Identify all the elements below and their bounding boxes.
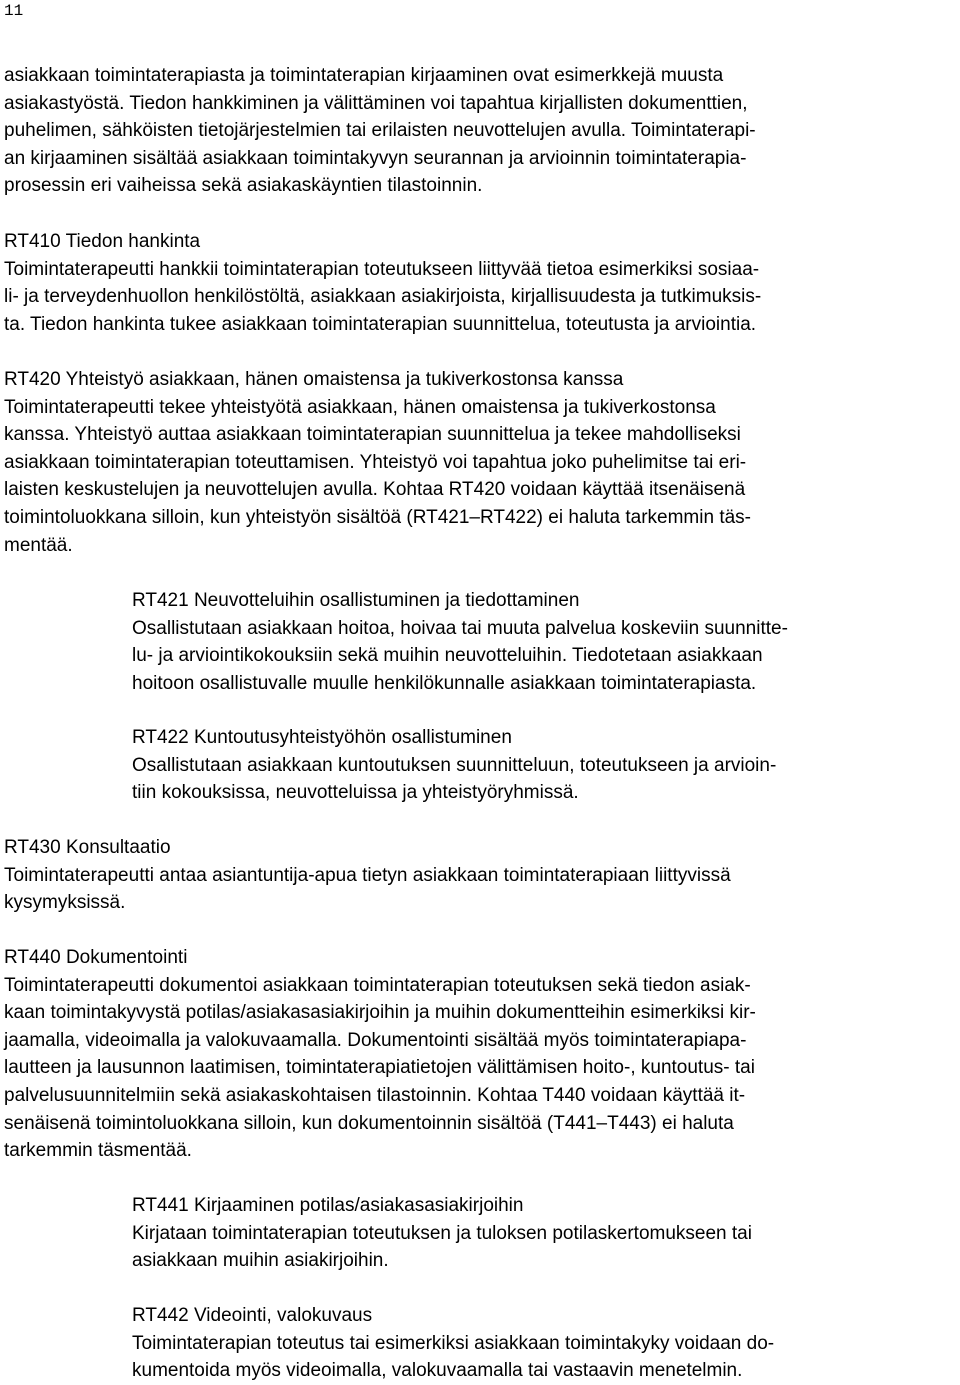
section-rt442 xyxy=(132,1302,956,1385)
page-number: 11 xyxy=(4,2,24,20)
paragraph-line: tarkemmin täsmentää. xyxy=(4,1140,192,1162)
section-rt440 xyxy=(4,944,952,1165)
section-heading: RT442 Videointi, valokuvaus xyxy=(132,1305,373,1326)
paragraph-line: asiakkaan toimintaterapiasta ja toimintaterapian kirjaaminen ovat esimerkkejä muusta xyxy=(4,65,724,86)
paragraph-line: mentää. xyxy=(4,534,73,556)
paragraph-line: asiakkaan toimintaterapian toteuttamisen. Yhteistyö voi tapahtua joko puhelimitse tai eri- xyxy=(4,451,747,473)
paragraph-line: puhelimen, sähköisten tietojärjestelmien tai erilaisten neuvottelujen avulla. Toimintaterapi- xyxy=(4,120,756,142)
section-heading: RT410 Tiedon hankinta xyxy=(4,231,201,252)
section-rt410 xyxy=(4,228,952,338)
paragraph-line: Toimintaterapeutti antaa asiantuntija-apua tietyn asiakkaan toimintaterapiaan liittyvissä xyxy=(4,864,731,886)
paragraph-line: palvelusuunnitelmiin sekä asiakaskohtaisen tilastoinnin. Kohtaa T440 voidaan käyttää it- xyxy=(4,1084,746,1106)
paragraph-line: Toimintaterapeutti dokumentoi asiakkaan toimintaterapian toteutuksen sekä tiedon asiak- xyxy=(4,974,751,996)
paragraph-line: lautteen ja lausunnon laatimisen, toimintaterapiatietojen välittämisen hoito-, kuntoutus- tai xyxy=(4,1057,755,1079)
section-heading: RT441 Kirjaaminen potilas/asiakasasiakirjoihin xyxy=(132,1195,524,1216)
paragraph-line: Toimintaterapian toteutus tai esimerkiksi asiakkaan toimintakyky voidaan do- xyxy=(132,1332,775,1354)
paragraph-line: jaamalla, videoimalla ja valokuvaamalla. Dokumentointi sisältää myös toimintaterapiapa- xyxy=(4,1029,747,1051)
paragraph-line: an kirjaaminen sisältää asiakkaan toimintakyvyn seurannan ja arvioinnin toimintaterapia- xyxy=(4,147,747,169)
section-rt422 xyxy=(132,724,956,807)
paragraph-line: hoitoon osallistuvalle muulle henkilökunnalle asiakkaan toimintaterapiasta. xyxy=(132,672,757,694)
section-rt421 xyxy=(132,587,956,697)
paragraph-line: Osallistutaan asiakkaan hoitoa, hoivaa tai muuta palvelua koskeviin suunnitte- xyxy=(132,617,788,639)
paragraph-line: Kirjataan toimintaterapian toteutuksen ja tuloksen potilaskertomukseen tai xyxy=(132,1222,752,1244)
section-heading: RT421 Neuvotteluihin osallistuminen ja tiedottaminen xyxy=(132,590,580,611)
paragraph-line: toimintoluokkana silloin, kun yhteistyön sisältöä (RT421–RT422) ei haluta tarkemmin täs- xyxy=(4,506,751,528)
section-heading: RT420 Yhteistyö asiakkaan, hänen omaistensa ja tukiverkostonsa kanssa xyxy=(4,369,624,390)
paragraph-line: prosessin eri vaiheissa sekä asiakaskäyntien tilastoinnin. xyxy=(4,175,483,197)
section-rt430 xyxy=(4,834,952,917)
paragraph-line: asiakastyöstä. Tiedon hankkiminen ja välittäminen voi tapahtua kirjallisten dokumenttien, xyxy=(4,92,748,114)
paragraph-line: Osallistutaan asiakkaan kuntoutuksen suunnitteluun, toteutukseen ja arvioin- xyxy=(132,754,777,776)
paragraph-line: asiakkaan muihin asiakirjoihin. xyxy=(132,1250,389,1272)
paragraph-line: tiin kokouksissa, neuvotteluissa ja yhteistyöryhmissä. xyxy=(132,782,579,804)
paragraph-line: Toimintaterapeutti hankkii toimintaterapian toteutukseen liittyvää tietoa esimerkiksi sosiaa- xyxy=(4,258,760,280)
paragraph-line: kaan toimintakyvystä potilas/asiakasasiakirjoihin ja muihin dokumentteihin esimerkiksi kir- xyxy=(4,1002,756,1024)
paragraph-line: kanssa. Yhteistyö auttaa asiakkaan toimintaterapian suunnittelua ja tekee mahdolliseksi xyxy=(4,424,741,446)
intro-paragraph xyxy=(4,62,952,200)
paragraph-line: laisten keskustelujen ja neuvottelujen avulla. Kohtaa RT420 voidaan käyttää itsenäisenä xyxy=(4,479,746,501)
paragraph-line: lu- ja arviointikokouksiin sekä muihin neuvotteluihin. Tiedotetaan asiakkaan xyxy=(132,645,763,667)
paragraph-line: kysymyksissä. xyxy=(4,892,126,914)
paragraph-line: ta. Tiedon hankinta tukee asiakkaan toimintaterapian suunnittelua, toteutusta ja arviointia. xyxy=(4,313,757,335)
paragraph-line: Toimintaterapeutti tekee yhteistyötä asiakkaan, hänen omaistensa ja tukiverkostonsa xyxy=(4,396,716,418)
section-rt441 xyxy=(132,1192,956,1275)
section-rt420 xyxy=(4,366,952,559)
section-heading: RT422 Kuntoutusyhteistyöhön osallistuminen xyxy=(132,727,512,748)
paragraph-line: kumentoida myös videoimalla, valokuvaamalla tai vastaavin menetelmin. xyxy=(132,1360,743,1382)
paragraph-line: senäisenä toimintoluokkana silloin, kun dokumentoinnin sisältöä (T441–T443) ei haluta xyxy=(4,1112,734,1134)
paragraph-line: li- ja terveydenhuollon henkilöstöltä, asiakkaan asiakirjoista, kirjallisuudesta ja tutkimuksis- xyxy=(4,286,762,308)
section-heading: RT440 Dokumentointi xyxy=(4,947,188,968)
section-heading: RT430 Konsultaatio xyxy=(4,837,171,858)
